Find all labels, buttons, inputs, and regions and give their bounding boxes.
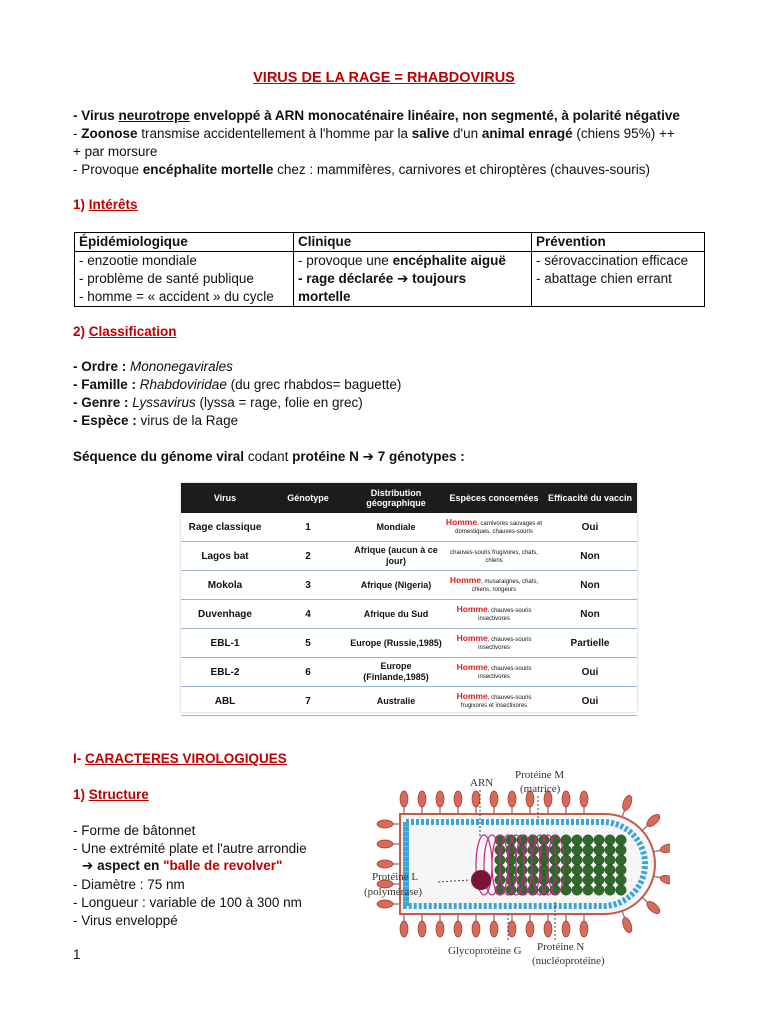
distribution-cell: Mondiale [347,513,445,542]
distribution-cell: Europe (Russie,1985) [347,629,445,658]
glycoprotein-spike [653,842,670,855]
table-row [181,658,637,687]
nucleoprotein-bead [616,845,626,855]
nucleoprotein-bead [550,865,560,875]
genotype-cell: 3 [269,571,347,600]
glycoprotein-spike [418,914,426,937]
glycoprotein-spike [580,914,588,937]
nucleoprotein-bead [605,885,615,895]
species-cell: Homme, chauves-souris frugivores et insectivores [445,687,543,716]
label-matrice: (matrice) [520,783,561,795]
label-arn: ARN [470,777,494,789]
glycoprotein-spike [436,791,444,814]
section-caracteres-heading: I- CARACTERES VIROLOGIQUES [73,751,287,766]
nucleoprotein-bead [616,885,626,895]
virus-cell: EBL-1 [181,629,269,658]
table-header: Distribution géographique [347,483,445,513]
distribution-cell: Afrique (Nigeria) [347,571,445,600]
nucleoprotein-bead [605,855,615,865]
table-header: Génotype [269,483,347,513]
nucleoprotein-bead [561,865,571,875]
section-structure-heading: 1) Structure [73,787,149,802]
table-cell: - sérovaccination efficace - abattage chien errant [532,252,705,307]
glycoprotein-spike [472,914,480,937]
table-cell: - enzootie mondiale - problème de santé publique - homme = « accident » du cycle [75,252,294,307]
nucleoprotein-bead [572,835,582,845]
table-header: Prévention [532,233,705,252]
virus-cell: ABL [181,687,269,716]
structure-line: - Virus enveloppé [73,913,178,928]
arrow-right-icon: ➔ [397,271,409,286]
species-cell: Homme, carnivores sauvages et domestiques, chauves-souris [445,513,543,542]
label-proteine-m: Protéine M [515,769,565,781]
label-nucleoproteine: (nucléoprotéine) [532,955,605,967]
species-cell: Homme, chauves-souris insectivores [445,600,543,629]
nucleoprotein-bead [517,865,527,875]
distribution-cell: Europe (Finlande,1985) [347,658,445,687]
structure-line: - Une extrémité plate et l'autre arrondie [73,841,307,856]
table-header: Virus [181,483,269,513]
nucleoprotein-bead [583,865,593,875]
table-header: Épidémiologique [75,233,294,252]
nucleoprotein-bead [605,835,615,845]
virus-cell: Mokola [181,571,269,600]
nucleoprotein-bead [561,855,571,865]
classification-espece: - Espèce : virus de la Rage [73,413,239,428]
glycoprotein-spike [377,860,400,868]
virus-cell: EBL-2 [181,658,269,687]
intro-line-2: - Zoonose transmise accidentellement à l'homme par la salive d'un animal enragé (chiens 95%) ++ [73,126,675,141]
section-interets-heading: 1) Intérêts [73,197,138,212]
page-number: 1 [73,947,81,962]
glycoprotein-spike [454,914,462,937]
nucleoprotein-bead [616,875,626,885]
nucleoprotein-bead [605,845,615,855]
species-cell: chauves-souris frugivores, chats, chiens [445,542,543,571]
virus-cell: Lagos bat [181,542,269,571]
label-glycoproteine: Glycoprotéine G [448,945,522,957]
arrow-right-icon: ➔ [82,858,94,873]
glycoprotein-spike [562,914,570,937]
virus-cell: Rage classique [181,513,269,542]
genotype-cell: 2 [269,542,347,571]
page-title: VIRUS DE LA RAGE = RHABDOVIRUS [253,70,515,86]
nucleoprotein-bead [605,875,615,885]
glycoprotein-spike [400,914,408,937]
intro-line-1: - Virus neurotrope enveloppé à ARN monocaténaire linéaire, non segmenté, à polarité négative [73,108,680,123]
nucleoprotein-bead [572,875,582,885]
glycoprotein-spike [377,900,400,908]
glycoprotein-spike [508,791,516,814]
vaccine-cell: Non [543,600,637,629]
nucleoprotein-bead [594,885,604,895]
glycoprotein-spike [472,791,480,814]
nucleoprotein-bead [616,865,626,875]
genotype-cell: 5 [269,629,347,658]
table-row [181,571,637,600]
table-row [181,542,637,571]
nucleoprotein-bead [561,835,571,845]
species-cell: Homme, musaraignes, chats, chiens, rongeurs [445,571,543,600]
label-polymerase: (polymérase) [364,886,423,898]
vaccine-cell: Non [543,571,637,600]
nucleoprotein-bead [594,865,604,875]
glycoprotein-spike [653,872,670,885]
nucleoprotein-bead [528,865,538,875]
genotype-table [181,483,637,712]
rhabdovirus-diagram [360,762,670,977]
glycoprotein-spike [526,914,534,937]
glycoprotein-spike [618,910,633,934]
nucleoprotein-bead [605,865,615,875]
structure-line: - Longueur : variable de 100 à 300 nm [73,895,302,910]
structure-line: - Diamètre : 75 nm [73,877,185,892]
arrow-right-icon: ➔ [362,449,374,464]
nucleoprotein-bead [561,885,571,895]
table-row [181,629,637,658]
glycoprotein-spike [436,914,444,937]
nucleoprotein-bead [616,835,626,845]
nucleoprotein-bead [583,835,593,845]
table-row [181,513,637,542]
genotype-cell: 4 [269,600,347,629]
nucleoprotein-bead [583,875,593,885]
table-row [181,600,637,629]
table-header: Efficacité du vaccin [543,483,637,513]
species-cell: Homme, chauves-souris insectivores [445,658,543,687]
vaccine-cell: Oui [543,687,637,716]
genotype-cell: 6 [269,658,347,687]
glycoprotein-spike [490,914,498,937]
nucleoprotein-bead [583,845,593,855]
section-classification-heading: 2) Classification [73,324,177,339]
table-row [181,687,637,716]
vaccine-cell: Partielle [543,629,637,658]
vaccine-cell: Oui [543,513,637,542]
classification-genre: - Genre : Lyssavirus (lyssa = rage, folie en grec) [73,395,363,410]
label-proteine-n: Protéine N [537,941,585,953]
sequence-line: Séquence du génome viral codant protéine N ➔ 7 génotypes : [73,449,465,464]
structure-line: - Forme de bâtonnet [73,823,196,838]
genotype-cell: 1 [269,513,347,542]
glycoprotein-spike [544,914,552,937]
genotype-cell: 7 [269,687,347,716]
table-header: Clinique [294,233,532,252]
nucleoprotein-bead [594,875,604,885]
virus-cell: Duvenhage [181,600,269,629]
nucleoprotein-bead [572,845,582,855]
nucleoprotein-bead [583,855,593,865]
classification-ordre: - Ordre : Mononegavirales [73,359,233,374]
nucleoprotein-bead [572,865,582,875]
label-proteine-l: Protéine L [372,871,419,883]
glycoprotein-spike [377,840,400,848]
viral-envelope [400,814,655,914]
nucleoprotein-bead [594,835,604,845]
glycoprotein-spike [618,794,633,818]
table-header: Espèces concernées [445,483,543,513]
intro-line-4: - Provoque encéphalite mortelle chez : mammifères, carnivores et chiroptères (chauves-souris) [73,162,650,177]
nucleoprotein-bead [616,855,626,865]
glycoprotein-spike [400,791,408,814]
species-cell: Homme, chauves-souris insectivores [445,629,543,658]
nucleoprotein-bead [550,855,560,865]
distribution-cell: Australie [347,687,445,716]
polymerase-L [471,870,491,890]
glycoprotein-spike [562,791,570,814]
distribution-cell: Afrique (aucun à ce jour) [347,542,445,571]
nucleoprotein-bead [583,885,593,895]
nucleoprotein-bead [572,855,582,865]
glycoprotein-spike [377,820,400,828]
distribution-cell: Afrique du Sud [347,600,445,629]
nucleoprotein-bead [594,845,604,855]
glycoprotein-spike [418,791,426,814]
glycoprotein-spike [580,791,588,814]
classification-famille: - Famille : Rhabdoviridae (du grec rhabdos= baguette) [73,377,402,392]
vaccine-cell: Oui [543,658,637,687]
nucleoprotein-bead [572,885,582,895]
nucleoprotein-bead [528,855,538,865]
glycoprotein-spike [508,914,516,937]
interets-table [74,232,705,307]
nucleoprotein-bead [517,855,527,865]
glycoprotein-spike [490,791,498,814]
nucleoprotein-bead [594,855,604,865]
vaccine-cell: Non [543,542,637,571]
structure-line: ➔ aspect en "balle de revolver" [82,858,283,873]
glycoprotein-spike [454,791,462,814]
intro-line-3: + par morsure [73,144,158,159]
table-cell: - provoque une encéphalite aiguë - rage déclarée ➔ toujours mortelle [294,252,532,307]
